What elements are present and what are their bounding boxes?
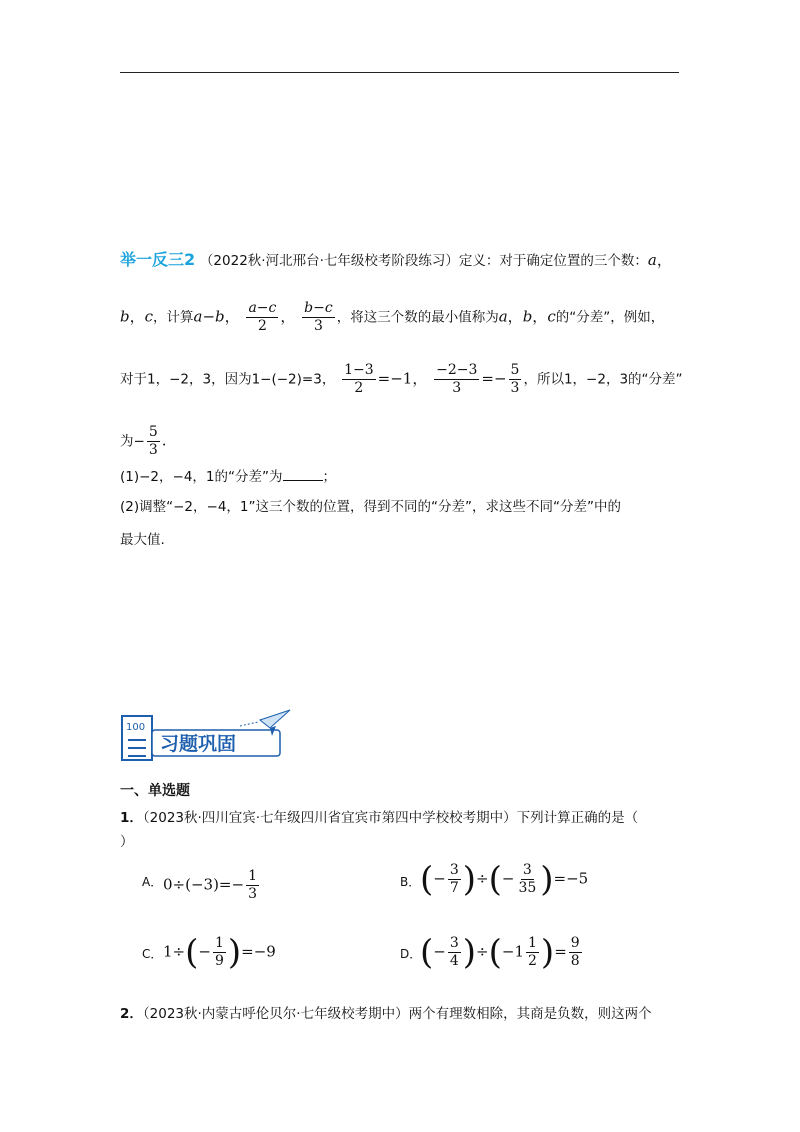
option-b-label[interactable]: B． [400,875,421,889]
option-c[interactable]: 1÷(− $\frac{1}{9}$ )=−9 [163,932,276,973]
fraction-b-c: $\frac{b-c}{3}$ [304,300,333,334]
banner-graphic [120,708,300,764]
example-question-2-tail: 最大值. [120,532,165,548]
option-d-label[interactable]: D． [400,947,422,961]
question-1-stem-end: ） [120,834,134,850]
header-rule [120,72,679,73]
example-title: 举一反三2 [120,250,196,269]
example-question-1: (1)−2，−4，1的“分差”为 ； [120,466,336,487]
option-d[interactable]: (− $\frac{3}{4}$ )÷(−1 $\frac{1}{2}$ )= $\frac{9}{8}$ [420,932,580,973]
question-2-stem: 2．（2023秋·内蒙古呼伦贝尔·七年级校考期中）两个有理数相除，其商是负数，则这两个 [120,1006,652,1022]
example-source: （2022秋·河北邢台·七年级校考阶段练习） [199,253,459,269]
option-b[interactable]: (− $\frac{3}{7}$ )÷(− $\frac{3}{35}$ )=−5 [420,859,589,900]
example-line-1: 举一反三2 （2022秋·河北邢台·七年级校考阶段练习）定义：对于确定位置的三个数：a， [120,250,672,269]
exercise-banner [120,708,300,764]
fraction-a-c: $\frac{a-c}{2}$ [248,300,277,334]
example-line-2: b，c，计算a−b， $\frac{a-c}{2}$ ， $\frac{b-c}{3}$ ，将这三个数的最小值称为a，b，c的“分差”，例如， [120,300,665,334]
banner-title: 习题巩固 [160,733,237,755]
example-question-2: (2)调整“−2，−4，1”这三个数的位置，得到不同的“分差”，求这些不同“分差”中的 [120,499,621,515]
svg-text:100: 100 [126,722,146,733]
option-c-label[interactable]: C． [142,947,163,961]
option-a-label[interactable]: A． [142,875,163,889]
question-1-stem: 1．（2023秋·四川宜宾·七年级四川省宜宾市第四中学校校考期中）下列计算正确的是（ [120,810,639,826]
answer-blank[interactable] [283,466,323,481]
option-a[interactable]: 0÷(−3)=− $\frac{1}{3}$ [163,868,257,902]
section-heading: 一、单选题 [120,783,190,799]
example-line-4: 为− $\frac{5}{3}$ . [120,424,167,458]
example-line-3: 对于1，−2，3，因为1−(−2)=3， $\frac{1-3}{2}$ =−1， $\frac{-2-3}{3}$ =− $\frac{5}{3}$ ，所以1，−2，3的“分差” [120,362,683,396]
